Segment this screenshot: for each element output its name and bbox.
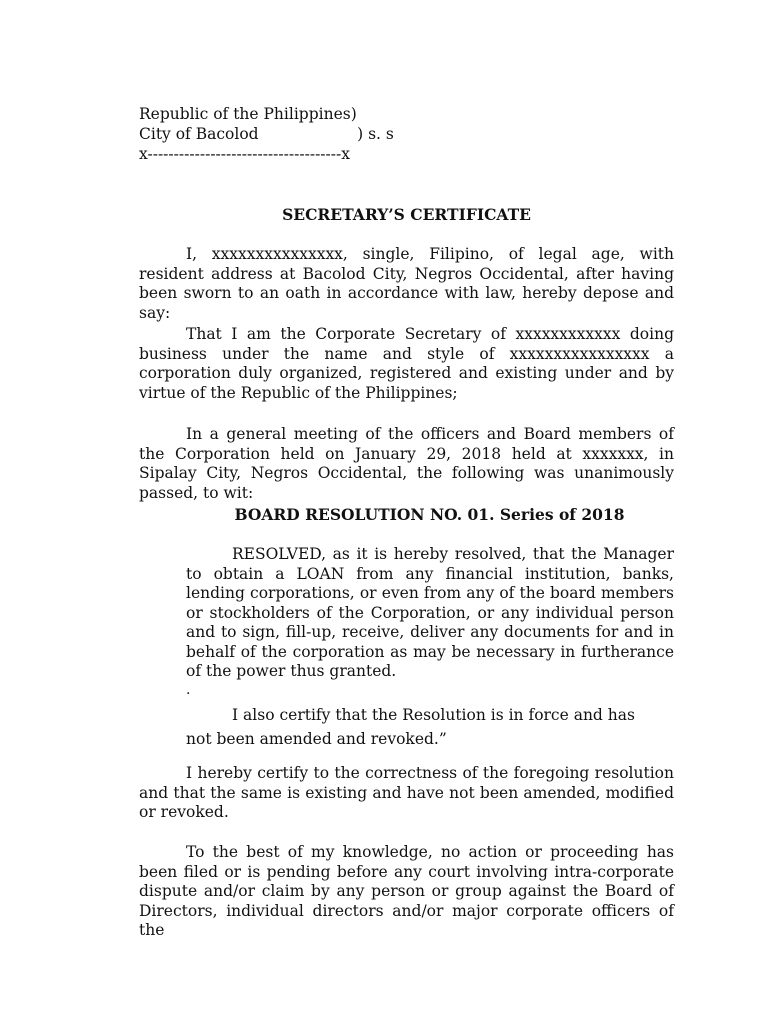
paragraph-affiant-text: I, xxxxxxxxxxxxxxx, single, Filipino, of legal age, with resident address at Bacolod City, Negros Occidental, after having been sworn to an oath in accordance with law, hereby depose and say: [139,245,674,322]
paragraph-general-meeting-text: In a general meeting of the officers and Board members of the Corporation held on January 29, 2018 held at xxxxxxx, in Sipalay City, Negros Occidental, the following was unanimously passed, to wit: [139,425,674,502]
resolution-body [186,545,674,682]
venue-city: City of Bacolod ) s. s [139,125,394,143]
resolution-body-text: RESOLVED, as it is hereby resolved, that the Manager to obtain a LOAN from any financial institution, banks, lending corporations, or even from any of the board members or stockholders of the Corporation, or any individual person and to sign, fill-up, receive, deliver any documents for and in behalf of the corporation as may be necessary in furtherance of the power thus granted. [186,545,674,680]
venue-header [139,105,439,165]
resolution-heading: BOARD RESOLUTION NO. 01. Series of 2018 [234,505,625,524]
paragraph-certify-correctness-text: I hereby certify to the correctness of the foregoing resolution and that the same is existing and have not been amended, modified or revoked. [139,764,674,821]
certify-line-2: not been amended and revoked.” [186,730,447,748]
paragraph-no-action-text: To the best of my knowledge, no action or proceeding has been filed or is pending before any court involving intra-corporate dispute and/or claim by any person or group against the Board of Directors, individual directors and/or major corporate officers of the [139,843,674,939]
paragraph-certify-correctness [139,764,674,823]
paragraph-corporate-secretary [139,325,674,403]
document-title: SECRETARY’S CERTIFICATE [282,205,531,224]
venue-separator: x-------------------------------------x [139,145,350,163]
paragraph-no-action [139,843,674,941]
paragraph-general-meeting [139,425,674,503]
venue-republic: Republic of the Philippines) [139,105,357,123]
paragraph-corporate-secretary-text: That I am the Corporate Secretary of xxxxxxxxxxxx doing business under the name and style of xxxxxxxxxxxxxxxx a corporation duly organized, registered and existing under and by virtue of the Republic of the Philippines; [139,325,674,402]
certify-line-1: I also certify that the Resolution is in force and has [232,706,635,724]
stray-period: . [186,682,191,698]
paragraph-affiant [139,245,674,323]
